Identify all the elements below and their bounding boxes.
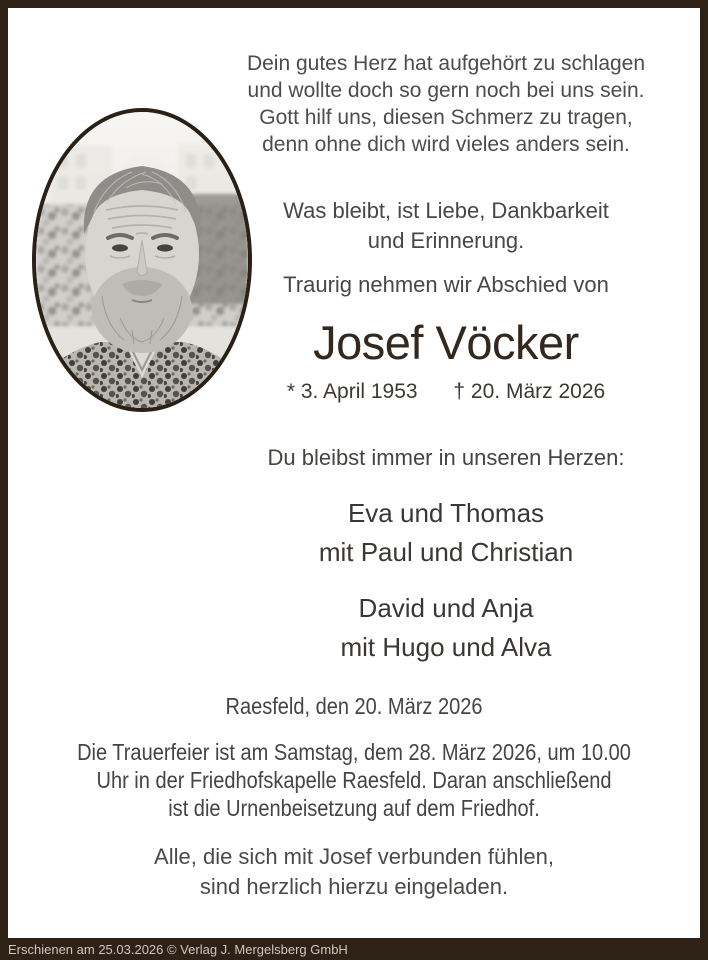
tribute-line: und Erinnerung. [367,228,525,253]
family-line: David und Anja [358,593,534,623]
family-group-2 [192,589,700,667]
verse-line: denn ohne dich wird vieles anders sein. [262,133,630,156]
invitation-line: sind herzlich hierzu eingeladen. [199,874,509,899]
verse-line: und wollte doch so gern noch bei uns sein. [247,79,645,102]
life-dates [192,380,700,404]
death-date: † 20. März 2026 [453,380,606,403]
service-line: Die Trauerfeier ist am Samstag, dem 28. März 2026, um 10.00 [77,739,631,765]
footer-imprint: Erschienen am 25.03.2026 © Verlag J. Mergelsberg GmbH [8,941,348,957]
family-line: mit Hugo und Alva [340,632,552,662]
deceased-name: Josef Vöcker [313,316,579,369]
place-date-text: Raesfeld, den 20. März 2026 [225,693,483,719]
farewell-line: Traurig nehmen wir Abschied von [283,272,609,297]
service-details [8,738,700,822]
obituary-sheet [8,8,700,938]
verse-line: Dein gutes Herz hat aufgehört zu schlagen [246,52,646,75]
birth-date: * 3. April 1953 [286,380,418,403]
tribute-line: Was bleibt, ist Liebe, Dankbarkeit [283,198,609,223]
family-group-1 [192,494,700,572]
place-date-line [8,693,700,720]
service-line: Uhr in der Friedhofskapelle Raesfeld. Daran anschließend [96,767,612,793]
invitation-text [8,842,700,902]
opening-verse [192,50,700,158]
service-line: ist die Urnenbeisetzung auf dem Friedhof. [168,795,540,821]
invitation-line: Alle, die sich mit Josef verbunden fühlen, [154,844,554,869]
family-line: mit Paul und Christian [318,537,574,567]
tribute-text [192,196,700,256]
verse-line: Gott hilf uns, diesen Schmerz zu tragen, [259,106,633,129]
hearts-line: Du bleibst immer in unseren Herzen: [267,445,625,470]
family-line: Eva und Thomas [347,498,545,528]
